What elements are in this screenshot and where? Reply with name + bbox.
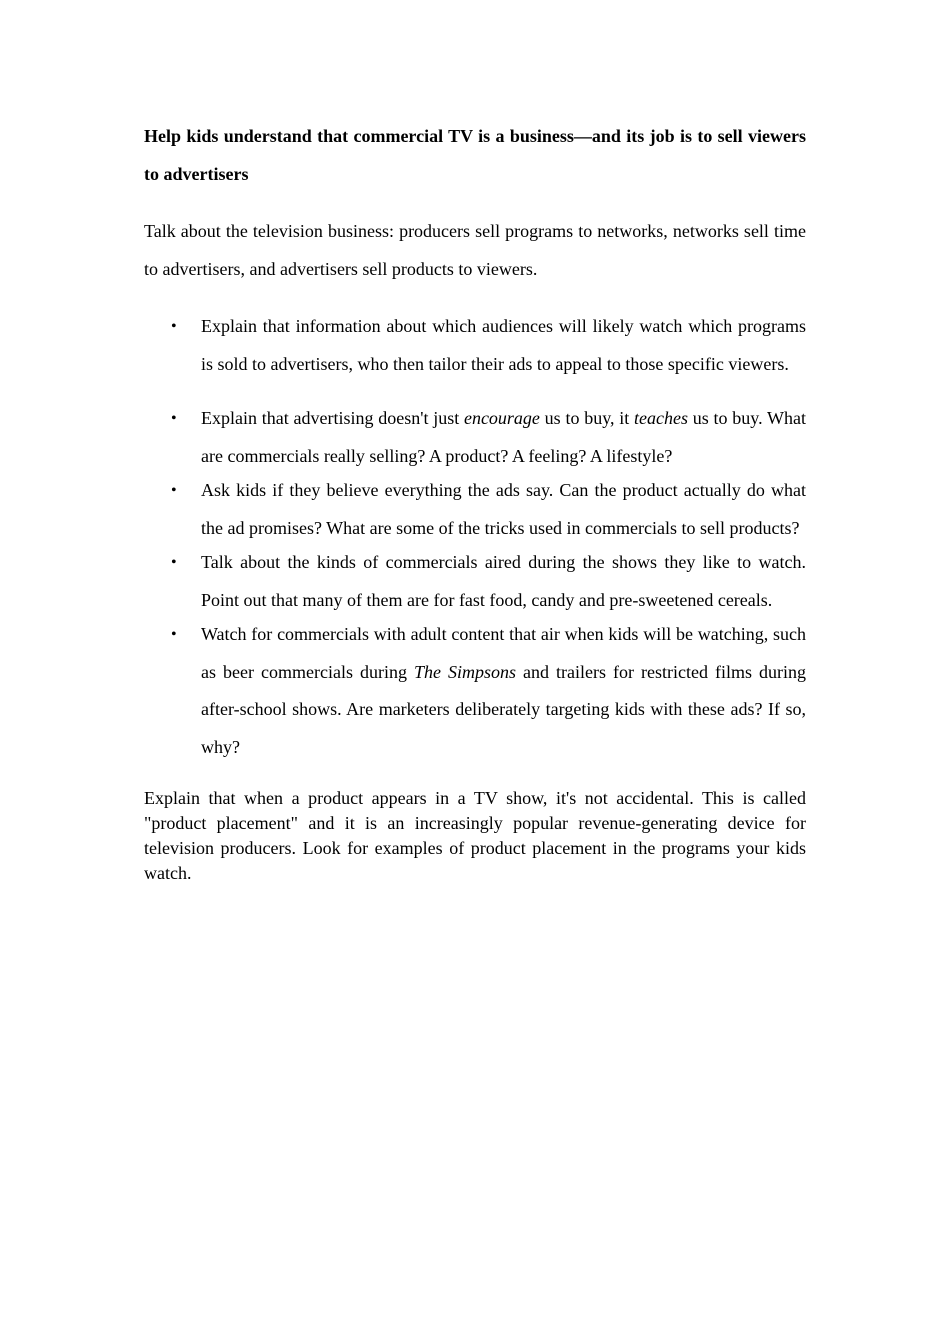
list-item-text: Talk about the kinds of commercials aired during the shows they like to watch. Point out that many of them are for fast food, candy and pre-sweetened cereals.: [201, 552, 806, 610]
bullet-icon: •: [171, 410, 177, 427]
text-run: and trailers for restricted films during after-school shows. Are marketers deliberately targeting kids with these ads? If so, why?: [201, 661, 807, 757]
bullet-icon: •: [171, 626, 177, 643]
text-run: Explain that advertising doesn't just: [201, 408, 464, 428]
list-item-text: [201, 624, 806, 757]
list-item-text: Ask kids if they believe everything the ads say. Can the product actually do what the ad promises? What are some of the tricks used in commercials to sell products?: [201, 480, 806, 538]
list-item: [144, 616, 806, 766]
list-item-text: Explain that information about which audiences will likely watch which programs is sold to advertisers, who then tailor their ads to appeal to those specific viewers.: [201, 316, 806, 374]
bullet-icon: •: [171, 318, 177, 335]
bullet-icon: •: [171, 554, 177, 571]
list-item: [144, 400, 806, 475]
text-run: Watch for commercials with adult content that air when kids will be watching, such as beer commercials during: [201, 624, 806, 682]
closing-paragraph: Explain that when a product appears in a TV show, it's not accidental. This is called "product placement" and it is an increasingly popular revenue-generating device for television producers. Look for examples of product placement in the programs your kids watch.: [144, 788, 806, 883]
show-title: The Simpsons: [413, 661, 517, 682]
bullet-icon: •: [171, 482, 177, 499]
emphasis-text: teaches: [634, 408, 689, 428]
tips-list: [144, 308, 806, 766]
section-heading: Help kids understand that commercial TV is a business—and its job is to sell viewers to advertisers: [144, 126, 806, 184]
text-run: us to buy. What are commercials really selling? A product? A feeling? A lifestyle?: [201, 408, 807, 466]
text-run: us to buy, it: [539, 408, 635, 428]
list-item: [144, 472, 806, 547]
intro-paragraph: Talk about the television business: producers sell programs to networks, networks sell time to advertisers, and advertisers sell products to viewers.: [144, 221, 806, 279]
list-item-text: [201, 408, 806, 466]
list-item: [144, 308, 806, 383]
document-page: [144, 118, 806, 886]
emphasis-text: encourage: [463, 408, 540, 428]
list-item: [144, 544, 806, 619]
